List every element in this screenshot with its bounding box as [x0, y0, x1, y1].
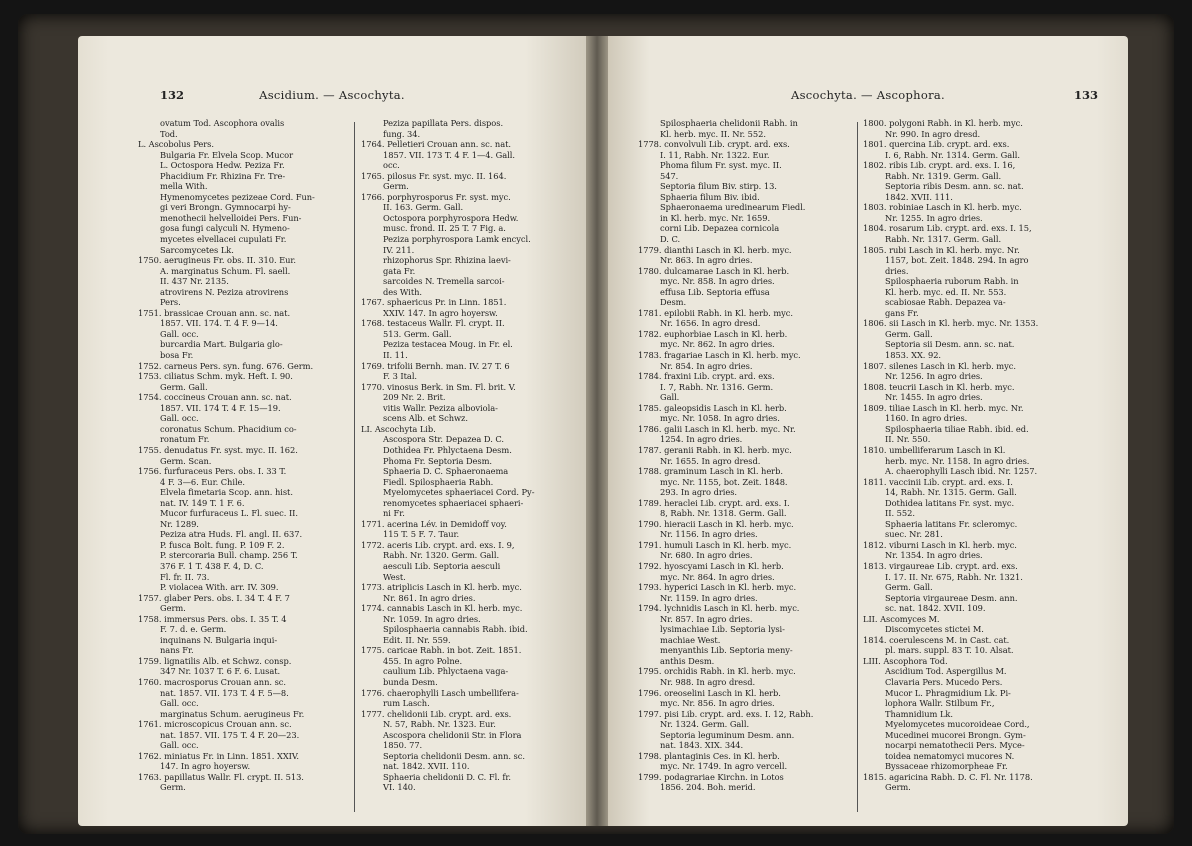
text-line: 1805. rubi Lasch in Kl. herb. myc. Nr.	[863, 244, 1020, 255]
text-line: menyanthis Lib. Septoria meny-	[660, 645, 793, 656]
text-line: 1772. aceris Lib. crypt. ard. exs. I. 9,	[361, 539, 515, 550]
text-line: aesculi Lib. Septoria aesculi	[383, 560, 501, 571]
text-line: myc. Nr. 856. In agro dries.	[660, 698, 775, 709]
text-line: 4 F. 3—6. Eur. Chile.	[160, 476, 246, 487]
text-line: 1856. 204. Boh. merid.	[660, 782, 756, 793]
text-line: coronatus Schum. Phacidium co-	[160, 423, 297, 434]
text-line: Peziza porphyrospora Lamk encycl.	[383, 234, 531, 245]
text-line: Sphaeronaema uredinearum Fiedl.	[660, 202, 806, 213]
text-line: Germ. Scan.	[160, 455, 212, 466]
text-line: Ascidium Tod. Aspergillus M.	[885, 666, 1007, 677]
text-line: 1787. geranii Rabh. in Kl. herb. myc.	[638, 444, 792, 455]
page-number: 132	[160, 88, 185, 102]
column-divider	[354, 122, 355, 812]
text-line: Dothidea latitans Fr. syst. myc.	[885, 497, 1015, 508]
text-line: lysimachiae Lib. Septoria lysi-	[660, 624, 785, 635]
text-line: 1780. dulcamarae Lasch in Kl. herb.	[638, 265, 790, 276]
text-line: myc. Nr. 862. In agro dries.	[660, 339, 775, 350]
text-line: Octospora porphyrospora Hedw.	[383, 212, 519, 223]
text-line: Sphaeria chelidonii D. C. Fl. fr.	[383, 771, 511, 782]
text-column-right-1	[638, 118, 850, 816]
text-line: nat. 1857. VII. 175 T. 4 F. 20—23.	[160, 729, 300, 740]
text-line: West.	[383, 571, 406, 582]
text-line: IV. 211.	[383, 244, 415, 255]
text-line: 1779. dianthi Lasch in Kl. herb. myc.	[638, 244, 792, 255]
text-line: 1771. acerina Lév. in Demidoff voy.	[361, 518, 507, 529]
text-line: P. stercoraria Bull. champ. 256 T.	[160, 550, 298, 561]
right-page	[608, 36, 1128, 826]
text-line: Spilosphaeria tiliae Rabh. ibid. ed.	[885, 423, 1029, 434]
text-line: Gall.	[660, 392, 680, 403]
text-line: nat. IV. 149 T. 1 F. 6.	[160, 497, 245, 508]
text-line: Kl. herb. myc. II. Nr. 552.	[660, 128, 766, 139]
text-line: Gall. occ.	[160, 413, 199, 424]
text-line: gans Fr.	[885, 307, 919, 318]
text-line: 1790. hieracii Lasch in Kl. herb. myc.	[638, 518, 794, 529]
text-line: 1767. sphaericus Pr. in Linn. 1851.	[361, 297, 507, 308]
text-line: Gall. occ.	[160, 328, 199, 339]
text-line: 1765. pilosus Fr. syst. myc. II. 164.	[361, 170, 507, 181]
text-line: Septoria filum Biv. stirp. 13.	[660, 181, 777, 192]
text-line: gi veri Brongn. Gymnocarpi hy-	[160, 202, 291, 213]
text-line: 1853. XX. 92.	[885, 350, 942, 361]
text-line: Nr. 990. In agro dresd.	[885, 128, 981, 139]
text-line: Fl. fr. II. 73.	[160, 571, 210, 582]
text-line: 1815. agaricina Rabh. D. C. Fl. Nr. 1178.	[863, 771, 1033, 782]
text-line: myc. Nr. 1058. In agro dries.	[660, 413, 780, 424]
text-line: F. 7. d. e. Germ.	[160, 624, 227, 635]
text-line: Hymenomycetes pezizeae Cord. Fun-	[160, 191, 315, 202]
text-line: 1798. plantaginis Ces. in Kl. herb.	[638, 750, 780, 761]
text-line: sc. nat. 1842. XVII. 109.	[885, 603, 986, 614]
text-line: Nr. 861. In agro dries.	[383, 592, 476, 603]
text-line: 1842. XVII. 111.	[885, 191, 953, 202]
text-line: 1754. coccineus Crouan ann. sc. nat.	[138, 392, 292, 403]
text-line: Byssaceae rhizomorpheae Fr.	[885, 761, 1008, 772]
text-line: 209 Nr. 2. Brit.	[383, 392, 446, 403]
text-line: Elvela fimetaria Scop. ann. hist.	[160, 487, 293, 498]
text-line: 1160. In agro dries.	[885, 413, 968, 424]
text-line: Nr. 988. In agro dresd.	[660, 676, 756, 687]
text-line: Nr. 1656. In agro dresd.	[660, 318, 761, 329]
text-line: Nr. 863. In agro dries.	[660, 255, 753, 266]
text-line: 1776. chaerophylli Lasch umbellifera-	[361, 687, 519, 698]
text-line: I. 11, Rabh. Nr. 1322. Eur.	[660, 149, 770, 160]
text-line: Ascospora Str. Depazea D. C.	[383, 434, 504, 445]
text-line: dries.	[885, 265, 909, 276]
text-line: II. 163. Germ. Gall.	[383, 202, 464, 213]
text-line: Peziza papillata Pers. dispos.	[383, 118, 504, 128]
text-line: Peziza testacea Moug. in Fr. el.	[383, 339, 513, 350]
text-line: vitis Wallr. Peziza alboviola-	[383, 402, 498, 413]
text-line: Nr. 680. In agro dries.	[660, 550, 753, 561]
text-line: caulium Lib. Phlyctaena vaga-	[383, 666, 509, 677]
text-line: myc. Nr. 1155, bot. Zeit. 1848.	[660, 476, 788, 487]
running-title: Ascochyta. — Ascophora.	[790, 88, 946, 102]
text-line: machiae West.	[660, 634, 721, 645]
text-line: 1802. ribis Lib. crypt. ard. exs. I. 16,	[863, 160, 1016, 171]
text-line: lophora Wallr. Stilbum Fr.,	[885, 698, 995, 709]
text-line: Sarcomycetes Lk.	[160, 244, 234, 255]
text-line: 1766. porphyrosporus Fr. syst. myc.	[361, 191, 511, 202]
text-line: burcardia Mart. Bulgaria glo-	[160, 339, 283, 350]
text-line: VI. 140.	[383, 782, 416, 793]
text-line: II. 437 Nr. 2135.	[160, 276, 229, 287]
text-line: 14, Rabh. Nr. 1315. Germ. Gall.	[885, 487, 1017, 498]
text-line: 1777. chelidonii Lib. crypt. ard. exs.	[361, 708, 512, 719]
text-line: menothecii helvelloidei Pers. Fun-	[160, 212, 302, 223]
text-line: 1782. euphorbiae Lasch in Kl. herb.	[638, 328, 788, 339]
text-line: 1799. podagrariae Kirchn. in Lotos	[638, 771, 784, 782]
text-line: 1773. atriplicis Lasch in Kl. herb. myc.	[361, 582, 522, 593]
text-line: inquinans N. Bulgaria inqui-	[160, 634, 278, 645]
text-line: 1778. convolvuli Lib. crypt. ard. exs.	[638, 139, 790, 150]
text-line: herb. myc. Nr. 1158. In agro dries.	[885, 455, 1030, 466]
text-line: 1785. galeopsidis Lasch in Kl. herb.	[638, 402, 787, 413]
text-line: 347 Nr. 1037 T. 6 F. 6. Lusat.	[160, 666, 281, 677]
text-line: 1813. virgaureae Lib. crypt. ard. exs.	[863, 560, 1018, 571]
text-line: 1770. vinosus Berk. in Sm. Fl. brit. V.	[361, 381, 516, 392]
text-line: Nr. 1655. In agro dresd.	[660, 455, 761, 466]
text-column-left-1	[138, 118, 348, 816]
text-line: Rabh. Nr. 1320. Germ. Gall.	[383, 550, 500, 561]
text-line: Edit. II. Nr. 559.	[383, 634, 451, 645]
left-page-header	[78, 88, 586, 108]
text-line: Sphaeria latitans Fr. scleromyc.	[885, 518, 1018, 529]
text-line: mycetes elvellacei cupulati Fr.	[160, 234, 287, 245]
text-line: musc. frond. II. 25 T. 7 Fig. a.	[383, 223, 506, 234]
text-line: myc. Nr. 858. In agro dries.	[660, 276, 775, 287]
text-line: 1784. fraxini Lib. crypt. ard. exs.	[638, 371, 775, 382]
text-line: 1812. viburni Lasch in Kl. herb. myc.	[863, 539, 1017, 550]
text-line: Bulgaria Fr. Elvela Scop. Mucor	[160, 149, 293, 160]
text-line: 1769. trifolii Bernh. man. IV. 27 T. 6	[361, 360, 510, 371]
text-line: A. chaerophylli Lasch ibid. Nr. 1257.	[885, 466, 1038, 477]
text-line: rum Lasch.	[383, 698, 430, 709]
text-line: N. 57, Rabh. Nr. 1323. Eur.	[383, 719, 496, 730]
text-column-left-2	[361, 118, 573, 816]
text-line: 1850. 77.	[383, 740, 423, 751]
text-line: 1857. VII. 174. T. 4 F. 9—14.	[160, 318, 278, 329]
text-line: Tod.	[160, 128, 178, 139]
text-line: Ascospora chelidonii Str. in Flora	[383, 729, 522, 740]
text-line: 1758. immersus Pers. obs. I. 35 T. 4	[138, 613, 287, 624]
text-line: 1804. rosarum Lib. crypt. ard. exs. I. 15,	[863, 223, 1032, 234]
text-line: 1811. vaccinii Lib. crypt. ard. exs. I.	[863, 476, 1013, 487]
text-line: Septoria chelidonii Desm. ann. sc.	[383, 750, 525, 761]
text-line: 1751. brassicae Crouan ann. sc. nat.	[138, 307, 291, 318]
text-line: 376 F. 1 T. 438 F. 4, D. C.	[160, 560, 264, 571]
text-line: Septoria virgaureae Desm. ann.	[885, 592, 1018, 603]
text-line: 1803. robiniae Lasch in Kl. herb. myc.	[863, 202, 1022, 213]
text-line: Germ.	[383, 181, 409, 192]
text-line: Germ. Gall.	[885, 582, 933, 593]
text-line: F. 3 Ital.	[383, 371, 418, 382]
text-line: 1801. quercina Lib. crypt. ard. exs.	[863, 139, 1010, 150]
text-line: Rabh. Nr. 1319. Germ. Gall.	[885, 170, 1002, 181]
text-line: nat. 1857. VII. 173 T. 4 F. 5—8.	[160, 687, 289, 698]
text-line: 1796. oreoselini Lasch in Kl. herb.	[638, 687, 781, 698]
text-line: XXIV. 147. In agro hoyersw.	[383, 307, 498, 318]
text-line: suec. Nr. 281.	[885, 529, 943, 540]
text-line: 1157, bot. Zeit. 1848. 294. In agro	[885, 255, 1029, 266]
text-line: 293. In agro dries.	[660, 487, 738, 498]
text-line: 1254. In agro dries.	[660, 434, 743, 445]
text-line: 1814. coerulescens M. in Cast. cat.	[863, 634, 1010, 645]
text-line: Rabh. Nr. 1317. Germ. Gall.	[885, 234, 1002, 245]
text-line: Germ. Gall.	[160, 381, 208, 392]
text-line: Phacidium Fr. Rhizina Fr. Tre-	[160, 170, 286, 181]
text-line: Phoma Fr. Septoria Desm.	[383, 455, 493, 466]
text-line: mella With.	[160, 181, 208, 192]
text-line: pl. mars. suppl. 83 T. 10. Alsat.	[885, 645, 1014, 656]
left-page	[78, 36, 586, 826]
text-line: Germ. Gall.	[885, 328, 933, 339]
text-line: Desm.	[660, 297, 687, 308]
text-line: nans Fr.	[160, 645, 194, 656]
text-line: 8, Rabh. Nr. 1318. Germ. Gall.	[660, 508, 787, 519]
text-line: 1750. aerugineus Fr. obs. II. 310. Eur.	[138, 255, 297, 266]
text-line: L. Ascobolus Pers.	[138, 139, 214, 150]
text-line: scens Alb. et Schwz.	[383, 413, 468, 424]
text-line: Spilosphaeria ruborum Rabh. in	[885, 276, 1019, 287]
text-line: bunda Desm.	[383, 676, 438, 687]
text-line: 1795. orchidis Rabh. in Kl. herb. myc.	[638, 666, 796, 677]
text-line: Nr. 1289.	[160, 518, 199, 529]
text-line: Sphaeria D. C. Sphaeronaema	[383, 466, 509, 477]
text-line: Pers.	[160, 297, 181, 308]
text-line: 1768. testaceus Wallr. Fl. crypt. II.	[361, 318, 505, 329]
column-divider	[857, 122, 858, 812]
text-line: I. 17. II. Nr. 675, Rabh. Nr. 1321.	[885, 571, 1023, 582]
text-line: 1806. sii Lasch in Kl. herb. myc. Nr. 1353.	[863, 318, 1039, 329]
running-title: Ascidium. — Ascochyta.	[259, 88, 405, 102]
text-line: LI. Ascochyta Lib.	[361, 423, 436, 434]
text-line: 1809. tiliae Lasch in Kl. herb. myc. Nr.	[863, 402, 1024, 413]
text-line: Phoma filum Fr. syst. myc. II.	[660, 160, 782, 171]
text-line: 1808. teucrii Lasch in Kl. herb. myc.	[863, 381, 1015, 392]
text-line: ni Fr.	[383, 508, 405, 519]
text-line: Thamnidium Lk.	[885, 708, 953, 719]
text-line: Mucor furfuraceus L. Fl. suec. II.	[160, 508, 298, 519]
text-line: 1786. galii Lasch in Kl. herb. myc. Nr.	[638, 423, 796, 434]
text-line: 1761. microscopicus Crouan ann. sc.	[138, 719, 292, 730]
text-line: nat. 1842. XVII. 110.	[383, 761, 470, 772]
text-line: Mucedinei mucorei Brongn. Gym-	[885, 729, 1026, 740]
text-line: toidea nematomyci mucores N.	[885, 750, 1015, 761]
text-line: 1752. carneus Pers. syn. fung. 676. Germ.	[138, 360, 314, 371]
text-line: ronatum Fr.	[160, 434, 210, 445]
text-line: Discomycetes stictei M.	[885, 624, 984, 635]
text-line: sarcoides N. Tremella sarcoi-	[383, 276, 505, 287]
text-line: scabiosae Rabh. Depazea va-	[885, 297, 1006, 308]
text-line: P. fusca Bolt. fung. P. 109 F. 2.	[160, 539, 285, 550]
text-line: Nr. 1455. In agro dries.	[885, 392, 983, 403]
text-line: Nr. 1256. In agro dries.	[885, 371, 983, 382]
text-line: Nr. 1255. In agro dries.	[885, 212, 983, 223]
text-line: I. 6, Rabh. Nr. 1314. Germ. Gall.	[885, 149, 1020, 160]
text-line: LII. Ascomyces M.	[863, 613, 940, 624]
book-spread	[18, 14, 1174, 834]
text-line: II. Nr. 550.	[885, 434, 931, 445]
text-line: occ.	[383, 160, 400, 171]
text-line: D. C.	[660, 234, 681, 245]
text-line: 547.	[660, 170, 679, 181]
text-line: Kl. herb. myc. ed. II. Nr. 553.	[885, 286, 1007, 297]
text-line: Nr. 1354. In agro dries.	[885, 550, 983, 561]
text-line: 147. In agro hoyersw.	[160, 761, 251, 772]
text-line: Peziza atra Huds. Fl. angl. II. 637.	[160, 529, 303, 540]
text-line: 455. In agro Polne.	[383, 655, 463, 666]
text-line: Dothidea Fr. Phlyctaena Desm.	[383, 444, 512, 455]
text-line: effusa Lib. Septoria effusa	[660, 286, 770, 297]
text-line: Fiedl. Spilosphaeria Rabh.	[383, 476, 494, 487]
text-line: Spilosphaeria cannabis Rabh. ibid.	[383, 624, 528, 635]
text-line: LIII. Ascophora Tod.	[863, 655, 948, 666]
text-line: 1764. Pelletieri Crouan ann. sc. nat.	[361, 139, 511, 150]
text-line: 1800. polygoni Rabh. in Kl. herb. myc.	[863, 118, 1023, 128]
text-line: rhizophorus Spr. Rhizina laevi-	[383, 255, 511, 266]
text-line: Germ.	[160, 782, 186, 793]
text-line: 1775. caricae Rabh. in bot. Zeit. 1851.	[361, 645, 522, 656]
text-line: Gall. occ.	[160, 740, 199, 751]
text-line: Nr. 1159. In agro dries.	[660, 592, 758, 603]
text-line: Nr. 857. In agro dries.	[660, 613, 753, 624]
text-line: fung. 34.	[383, 128, 421, 139]
text-line: 1757. glaber Pers. obs. I. 34 T. 4 F. 7	[138, 592, 290, 603]
text-line: 1762. miniatus Fr. in Linn. 1851. XXIV.	[138, 750, 299, 761]
text-line: 1797. pisi Lib. crypt. ard. exs. I. 12, Rabh.	[638, 708, 814, 719]
text-line: des With.	[383, 286, 423, 297]
text-line: 1857. VII. 173 T. 4 F. 1—4. Gall.	[383, 149, 515, 160]
text-line: corni Lib. Depazea cornicola	[660, 223, 780, 234]
text-line: Nr. 1156. In agro dries.	[660, 529, 758, 540]
book-gutter	[586, 36, 608, 826]
text-line: gosa fungi calyculi N. Hymeno-	[160, 223, 290, 234]
text-line: 1759. lignatilis Alb. et Schwz. consp.	[138, 655, 292, 666]
text-line: bosa Fr.	[160, 350, 194, 361]
text-line: I. 7, Rabh. Nr. 1316. Germ.	[660, 381, 774, 392]
page-number: 133	[1073, 88, 1098, 102]
text-line: Nr. 1324. Germ. Gall.	[660, 719, 750, 730]
text-line: Germ.	[160, 603, 186, 614]
text-line: 1755. denudatus Fr. syst. myc. II. 162.	[138, 444, 298, 455]
text-line: 1783. fragariae Lasch in Kl. herb. myc.	[638, 350, 801, 361]
text-line: Gall. occ.	[160, 698, 199, 709]
text-line: 1857. VII. 174 T. 4 F. 15—19.	[160, 402, 281, 413]
text-line: Sphaeria filum Biv. ibid.	[660, 191, 760, 202]
text-line: 1763. papillatus Wallr. Fl. crypt. II. 513.	[138, 771, 304, 782]
text-line: II. 552.	[885, 508, 915, 519]
text-line: Spilosphaeria chelidonii Rabh. in	[660, 118, 798, 128]
text-line: II. 11.	[383, 350, 408, 361]
text-line: 513. Germ. Gall.	[383, 328, 452, 339]
text-line: L. Octospora Hedw. Peziza Fr.	[160, 160, 285, 171]
text-line: 1791. humuli Lasch in Kl. herb. myc.	[638, 539, 792, 550]
text-line: 1794. lychnidis Lasch in Kl. herb. myc.	[638, 603, 800, 614]
text-column-right-2	[863, 118, 1081, 816]
text-line: Myelomycetes mucoroideae Cord.,	[885, 719, 1030, 730]
text-line: Myelomycetes sphaeriacei Cord. Py-	[383, 487, 535, 498]
text-line: renomycetes sphaeriacei sphaeri-	[383, 497, 524, 508]
text-line: 1781. epilobii Rabh. in Kl. herb. myc.	[638, 307, 793, 318]
text-line: nocarpi nematothecii Pers. Myce-	[885, 740, 1025, 751]
text-line: Septoria ribis Desm. ann. sc. nat.	[885, 181, 1024, 192]
text-line: 1774. cannabis Lasch in Kl. herb. myc.	[361, 603, 523, 614]
text-line: Septoria sii Desm. ann. sc. nat.	[885, 339, 1015, 350]
text-line: Mucor L. Phragmidium Lk. Pi-	[885, 687, 1011, 698]
text-line: 1793. hyperici Lasch in Kl. herb. myc.	[638, 582, 797, 593]
text-line: Septoria leguminum Desm. ann.	[660, 729, 795, 740]
text-line: 115 T. 5 F. 7. Taur.	[383, 529, 460, 540]
text-line: Nr. 854. In agro dries.	[660, 360, 753, 371]
text-line: A. marginatus Schum. Fl. saell.	[160, 265, 291, 276]
text-line: myc. Nr. 1749. In agro vercell.	[660, 761, 788, 772]
text-line: nat. 1843. XIX. 344.	[660, 740, 744, 751]
text-line: 1810. umbelliferarum Lasch in Kl.	[863, 444, 1006, 455]
text-line: 1807. silenes Lasch in Kl. herb. myc.	[863, 360, 1016, 371]
text-line: 1788. graminum Lasch in Kl. herb.	[638, 466, 783, 477]
text-line: myc. Nr. 864. In agro dries.	[660, 571, 775, 582]
text-line: 1789. heraclei Lib. crypt. ard. exs. I.	[638, 497, 790, 508]
text-line: ovatum Tod. Ascophora ovalis	[160, 118, 285, 128]
text-line: 1760. macrosporus Crouan ann. sc.	[138, 676, 286, 687]
text-line: Germ.	[885, 782, 911, 793]
right-page-header	[608, 88, 1128, 108]
text-line: 1753. ciliatus Schm. myk. Heft. I. 90.	[138, 371, 293, 382]
text-line: 1792. hyoscyami Lasch in Kl. herb.	[638, 560, 784, 571]
text-line: atrovirens N. Peziza atrovirens	[160, 286, 289, 297]
text-line: gata Fr.	[383, 265, 416, 276]
text-line: 1756. furfuraceus Pers. obs. I. 33 T.	[138, 466, 287, 477]
text-line: marginatus Schum. aerugineus Fr.	[160, 708, 305, 719]
text-line: in Kl. herb. myc. Nr. 1659.	[660, 212, 771, 223]
text-line: P. violacea With. arr. IV. 309.	[160, 582, 279, 593]
text-line: anthis Desm.	[660, 655, 715, 666]
text-line: Nr. 1059. In agro dries.	[383, 613, 481, 624]
text-line: Clavaria Pers. Mucedo Pers.	[885, 676, 1003, 687]
